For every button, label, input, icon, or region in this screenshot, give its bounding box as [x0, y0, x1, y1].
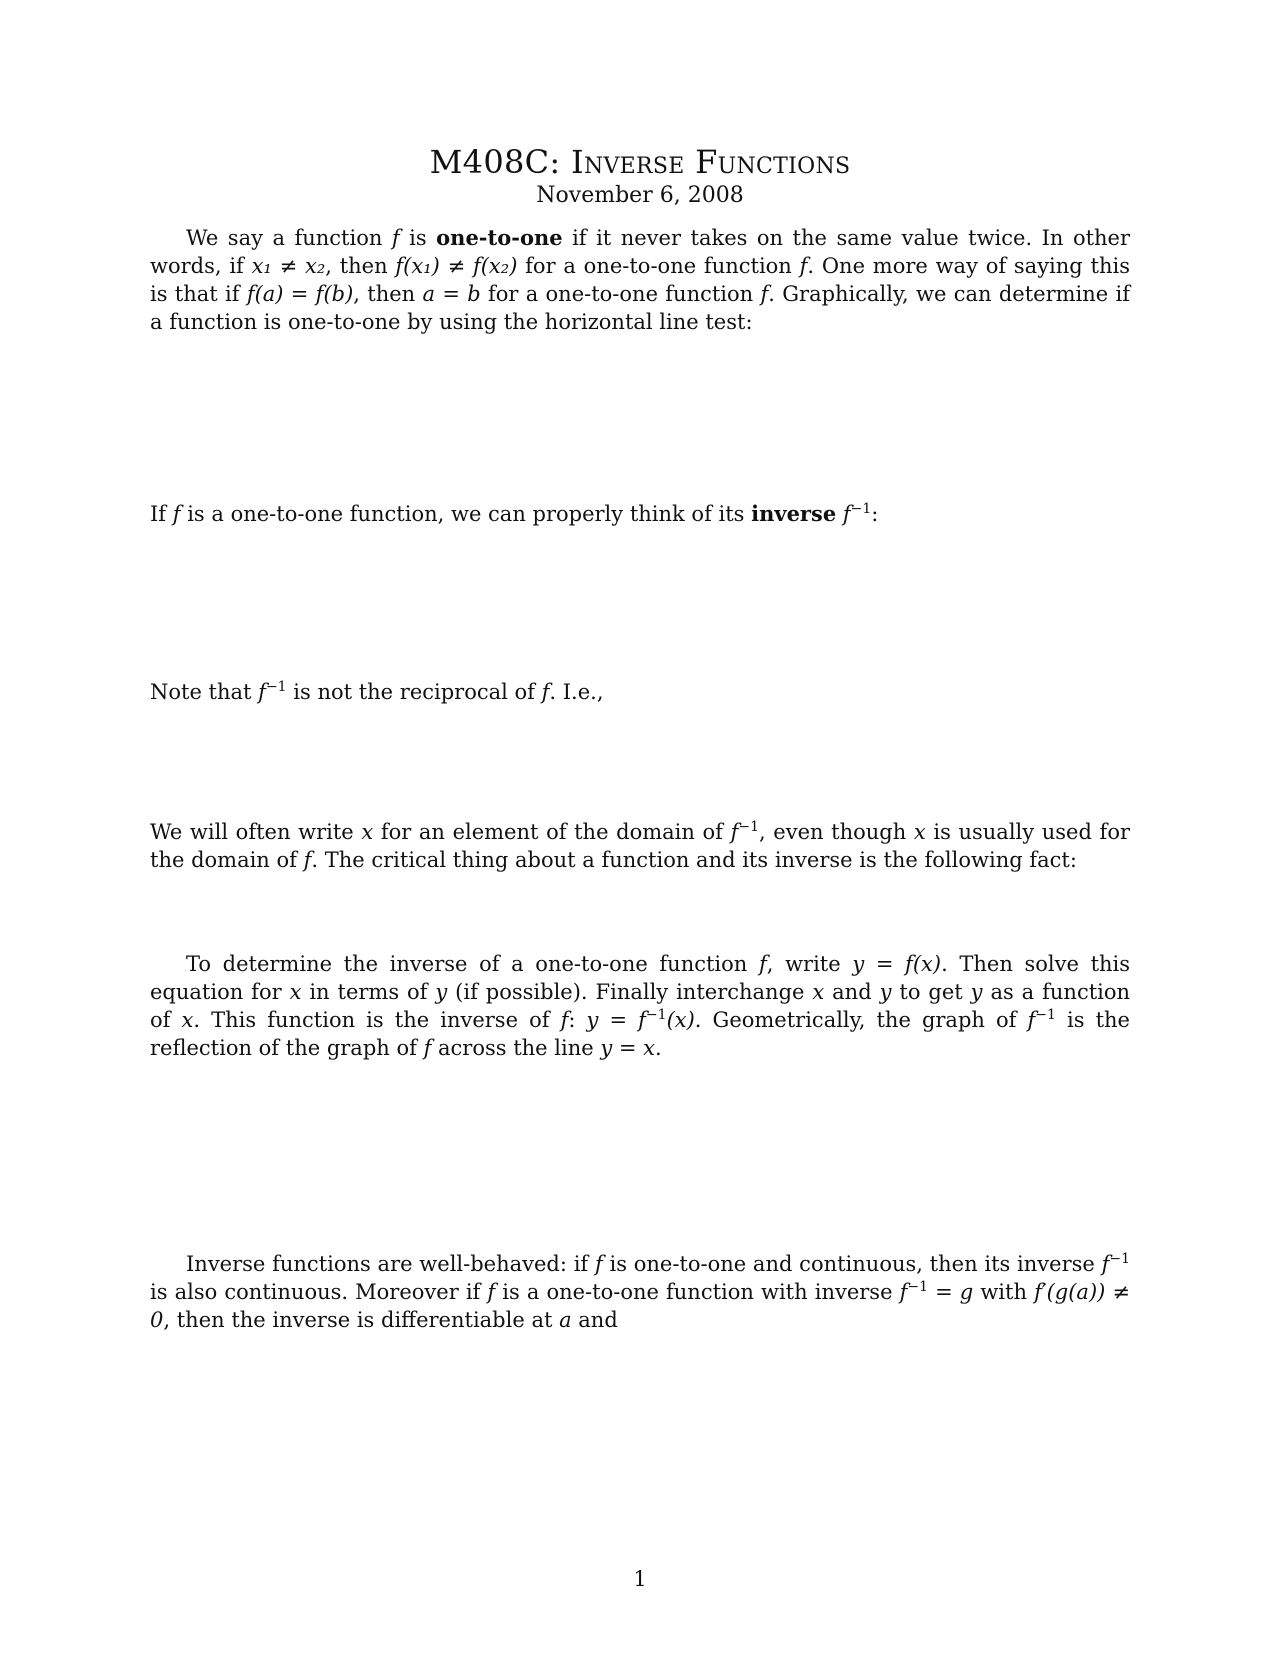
paragraph-determine-inverse: To determine the inverse of a one-to-one function f, write y = f(x). Then solve this equation for x in terms of y (if possible). Finally interchange x and y to get y as a function of x. This function is the inverse of f: $y = f^{-1}(x)$. Geometrically, the graph of $f^{-1}$ is the reflection of the graph of f across the line y = x.: [150, 952, 1131, 1060]
paragraph-reciprocal-note: Note that $f^{-1}$ is not the reciprocal of f. I.e.,: [150, 679, 604, 704]
page-number: 1: [633, 1567, 647, 1591]
term-inverse: inverse: [751, 501, 837, 526]
title-course-code: M408C:: [429, 143, 571, 181]
paragraph-domain-fact: We will often write x for an element of the domain of $f^{-1}$, even though x is usually used for the domain of f. The critical thing about a function and its inverse is the following fact:: [150, 819, 1131, 872]
page-date: November 6, 2008: [536, 183, 744, 208]
paragraph-continuity: Inverse functions are well-behaved: if f is one-to-one and continuous, then its inverse $f^{-1}$ is also continuous. Moreover if f is a one-to-one function with inverse $f^{-1} = g$ with f′(g(a)) ≠ 0, then the inverse is differentiable at a and: [150, 1251, 1131, 1332]
title-word-inverse: Inverse: [571, 143, 685, 181]
term-one-to-one: one-to-one: [436, 225, 563, 250]
page-title: [0, 142, 1280, 182]
paragraph-inverse-definition: If f is a one-to-one function, we can properly think of its inverse $f^{-1}$:: [150, 501, 879, 526]
paragraph-one-to-one: We say a function f is one-to-one if it never takes on the same value twice. In other words, if x₁ ≠ x₂, then f(x₁) ≠ f(x₂) for a one-to-one function f. One more way of saying this is that if f(a) = f(b), then a = b for a one-to-one function f. Graphically, we can determine if a function is one-to-one by using the horizontal line test:: [150, 225, 1131, 334]
title-word-functions: Functions: [695, 143, 851, 181]
